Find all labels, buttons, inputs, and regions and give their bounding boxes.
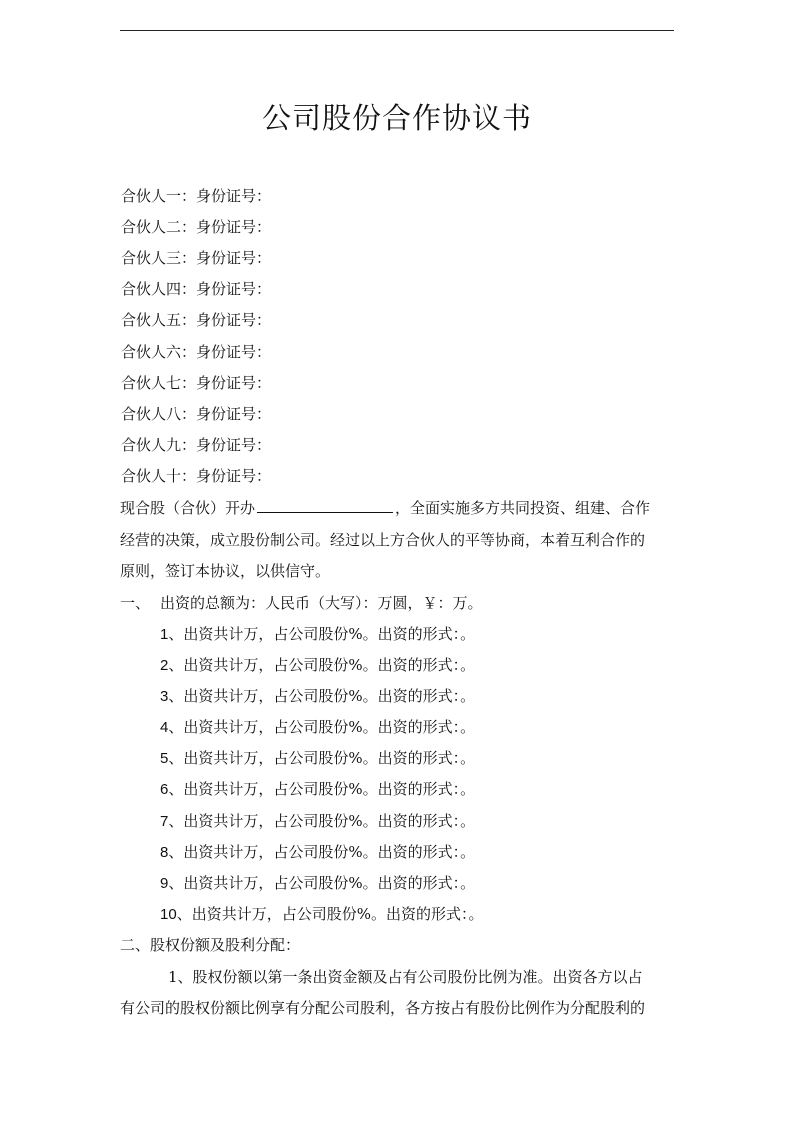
partner-line-7: 合伙人七：身份证号： <box>121 374 272 392</box>
contribution-item-9: 9、出资共计万，占公司股份%。出资的形式：。 <box>160 874 476 892</box>
contribution-item-8: 8、出资共计万，占公司股份%。出资的形式：。 <box>160 843 476 861</box>
partner-line-4: 合伙人四：身份证号： <box>121 280 272 298</box>
partner-line-2: 合伙人二：身份证号： <box>121 218 272 236</box>
partner-line-3: 合伙人三：身份证号： <box>121 249 272 267</box>
contribution-item-6: 6、出资共计万，占公司股份%。出资的形式：。 <box>160 780 476 798</box>
partner-line-10: 合伙人十：身份证号： <box>121 467 272 485</box>
partner-line-6: 合伙人六：身份证号： <box>121 343 272 361</box>
intro-before-blank: 现合股（合伙）开办 <box>120 499 256 517</box>
section-2-heading: 二、股权份额及股利分配： <box>120 936 301 954</box>
document-title: 公司股份合作协议书 <box>261 101 532 135</box>
contribution-item-2: 2、出资共计万，占公司股份%。出资的形式：。 <box>160 656 476 674</box>
partner-line-1: 合伙人一：身份证号： <box>121 187 272 205</box>
contribution-item-5: 5、出资共计万，占公司股份%。出资的形式：。 <box>160 749 476 767</box>
partner-line-9: 合伙人九：身份证号： <box>121 436 272 454</box>
header-rule <box>120 30 674 31</box>
partner-line-5: 合伙人五：身份证号： <box>121 311 272 329</box>
section-1-number: 一、 <box>120 594 151 612</box>
company-name-blank <box>257 498 393 513</box>
contribution-item-10: 10、出资共计万，占公司股份%。出资的形式：。 <box>160 905 484 923</box>
intro-after-blank: ，全面实施多方共同投资、组建、合作 <box>395 499 651 517</box>
section-1-heading <box>120 593 483 613</box>
intro-line-3: 原则，签订本协议，以供信守。 <box>120 562 331 580</box>
section-2-para-line-1: 1、股权份额以第一条出资金额及占有公司股份比例为准。出资各方以占 <box>168 968 643 986</box>
partner-line-8: 合伙人八：身份证号： <box>121 405 272 423</box>
section-1-text: 出资的总额为：人民币（大写）：万圆，￥：万。 <box>160 594 483 612</box>
contribution-item-7: 7、出资共计万，占公司股份%。出资的形式：。 <box>160 812 476 830</box>
contribution-item-1: 1、出资共计万，占公司股份%。出资的形式：。 <box>160 625 476 643</box>
contribution-item-3: 3、出资共计万，占公司股份%。出资的形式：。 <box>160 687 476 705</box>
section-2-para-line-2: 有公司的股权份额比例享有分配公司股利，各方按占有股份比例作为分配股利的 <box>120 999 646 1017</box>
intro-line-2: 经营的决策，成立股份制公司。经过以上方合伙人的平等协商，本着互利合作的 <box>120 531 646 549</box>
contribution-item-4: 4、出资共计万，占公司股份%。出资的形式：。 <box>160 718 476 736</box>
intro-line-1 <box>120 498 674 518</box>
